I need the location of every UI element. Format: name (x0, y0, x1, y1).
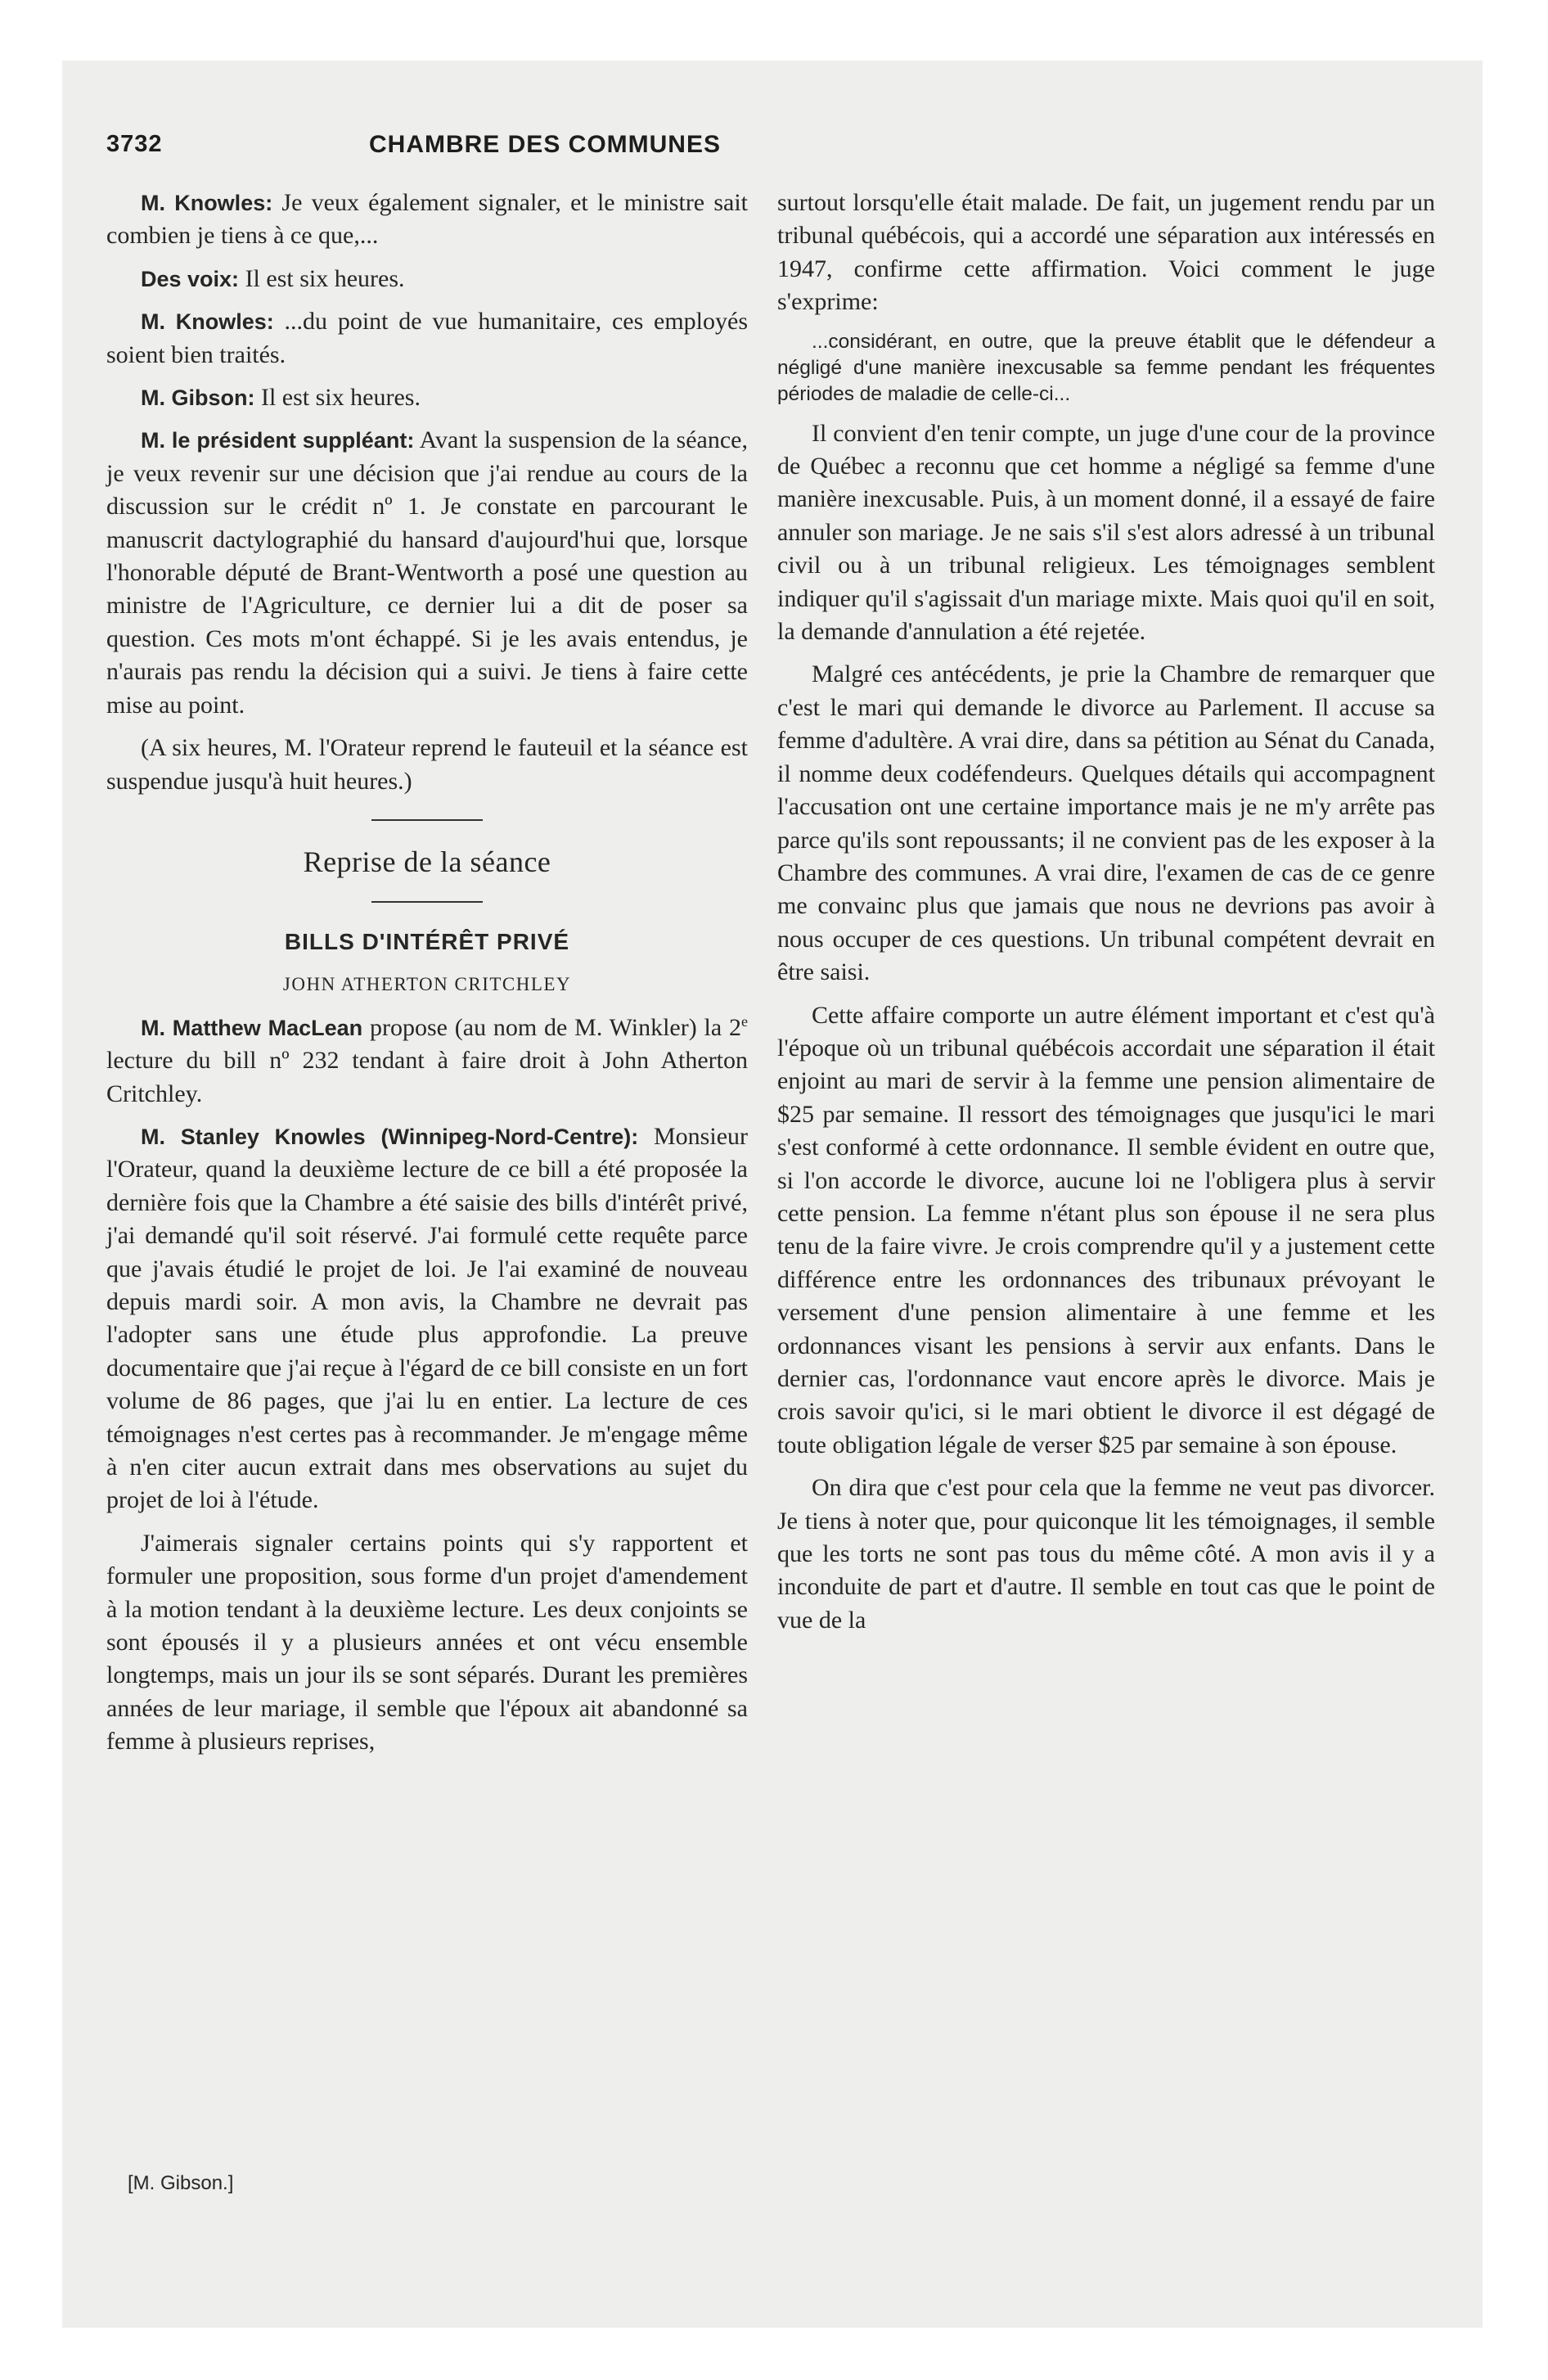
speech-text: Monsieur l'Orateur, quand la deuxième lecture de ce bill a été proposée la dernière fois que la Chambre a été saisie des bills d'intérêt privé, j'ai demandé qu'il soit réservé. J'ai formulé cette requête parce que j'avais étudié le projet de loi. Je l'ai examiné de nouveau depuis mardi soir. A mon avis, la Chambre ne devrait pas l'adopter sans une étude plus approfondie. La preuve documentaire que j'ai reçue à l'égard de ce bill consiste en un fort volume de 86 pages, que j'ai lu en entier. La lecture de ces témoignages n'est certes pas à recommander. Je m'engage même à n'en citer aucun extrait dans mes observations au sujet du projet de loi à l'étude. (106, 1122, 749, 1514)
speech-text: Il est six heures. (254, 384, 421, 412)
speaker-name: M. Knowles: (141, 191, 273, 215)
quotation: ...considérant, en outre, que la preuve établit que le défendeur a négligé d'une manière inexcusable sa femme pendant les fréquentes périodes de maladie de celle-ci... (777, 330, 1435, 405)
paragraph (106, 187, 748, 253)
left-column (106, 187, 748, 1769)
page-number: 3732 (106, 131, 163, 157)
section-heading: Reprise de la séance (303, 845, 551, 878)
page-header (106, 131, 983, 167)
right-column (777, 187, 1435, 1647)
speaker-name: M. Knowles: (141, 309, 274, 335)
paragraph (106, 305, 748, 372)
speech-text: lecture du bill nº 232 tendant à faire droit à John Atherton Critchley. (106, 1047, 748, 1107)
paragraph: J'aimerais signaler certains points qui s'y rapportent et formuler une proposition, sous forme d'un projet d'amendement à la motion tendant à la deuxième lecture. Les deux conjoints se sont épousés il y a plusieurs années et ont vécu ensemble longtemps, mais un jour ils se sont séparés. Durant les premières années de leur mariage, il semble que l'époux ait abandonné sa femme à plusieurs reprises, (106, 1529, 748, 1756)
superscript: e (740, 1012, 748, 1030)
speech-text: Il est six heures. (239, 264, 405, 292)
running-title: CHAMBRE DES COMMUNES (368, 131, 721, 158)
paragraph (106, 1012, 748, 1111)
speaker-name: Des voix: (141, 266, 240, 291)
footer-note: [M. Gibson.] (128, 2172, 234, 2194)
paragraph: surtout lorsqu'elle était malade. De fait, un jugement rendu par un tribunal québécois, qui a accordé une séparation aux intéressés en 1947, confirme cette affirmation. Voici comment le juge s'exprime: (777, 189, 1435, 316)
speech-text: propose (au nom de M. Winkler) la 2 (362, 1013, 741, 1041)
section-divider (371, 819, 483, 821)
paragraph: Malgré ces antécédents, je prie la Chambre de remarquer que c'est le mari qui demande le divorce au Parlement. Il accuse sa femme d'adultère. A vrai dire, dans sa pétition au Sénat du Canada, il nomme deux codéfendeurs. Quelques détails qui accompagnent l'accusation ont une certaine importance mais je ne m'y arrête pas parce qu'ils sont repoussants; il ne convient pas de les exposer à la Chambre des communes. A vrai dire, l'examen de cas de ce genre me convainc plus que jamais que nous ne devrions pas avoir à nous occuper de ces questions. Un tribunal compétent devrait en être saisi. (777, 660, 1435, 986)
subsection-heading: JOHN ATHERTON CRITCHLEY (282, 974, 572, 995)
paragraph: Cette affaire comporte un autre élément important et c'est qu'à l'époque où un tribunal québécois accordait une séparation il était enjoint au mari de servir à la femme une pension alimentaire de $25 par semaine. Il ressort des témoignages que jusqu'ici le mari s'est conformé à cette ordonnance. Il semble évident en outre que, si l'on accorde le divorce, aucune loi ne l'obligera plus à servir cette pension. La femme n'étant plus son épouse il ne sera plus tenu de la faire vivre. Je crois comprendre qu'il y a justement cette différence entre les ordonnances des tribunaux prévoyant le versement d'une pension alimentaire à une femme et les ordonnances visant les pensions à servir aux enfants. Dans le dernier cas, l'ordonnance vaut encore après le divorce. Mais je crois savoir qu'ici, si le mari obtient le divorce il est dégagé de toute obligation légale de verser $25 par semaine à son épouse. (777, 1001, 1435, 1458)
paragraph (106, 424, 748, 722)
paragraph: Il convient d'en tenir compte, un juge d'une cour de la province de Québec a reconnu que cet homme a négligé sa femme d'une manière inexcusable. Puis, à un moment donné, il a essayé de faire annuler son mariage. Je ne sais s'il s'est alors adressé à un tribunal civil ou à un tribunal religieux. Les témoignages semblent indiquer qu'il s'agissait d'un mariage mixte. Mais quoi qu'il en soit, la demande d'annulation a été rejetée. (777, 419, 1435, 646)
paragraph (106, 263, 748, 295)
paragraph: On dira que c'est pour cela que la femme ne veut pas divorcer. Je tiens à noter que, pour quiconque lit les témoignages, il semble que les torts ne sont pas tous du même côté. A mon avis il y a inconduite de part et d'autre. Il semble en tout cas que le point de vue de la (777, 1474, 1435, 1634)
stage-direction: (A six heures, M. l'Orateur reprend le fauteuil et la séance est suspendue jusqu'à huit heures.) (106, 734, 748, 795)
speech-text: ...du point de vue humanitaire, ces employés soient bien traités. (106, 308, 748, 368)
speech-text: Je veux également signaler, et le ministre sait combien je tiens à ce que,... (106, 189, 748, 250)
section-divider (371, 901, 483, 903)
paragraph (106, 1120, 748, 1517)
paragraph (106, 381, 748, 414)
speaker-name: M. Matthew MacLean (141, 1015, 363, 1040)
speaker-name: M. le président suppléant: (141, 428, 415, 453)
speaker-name: M. Gibson: (141, 385, 255, 411)
section-heading: BILLS D'INTÉRÊT PRIVÉ (284, 928, 570, 954)
speech-text: Avant la suspension de la séance, je veux revenir sur une décision que j'ai rendue au cours de la discussion sur le crédit nº 1. Je constate en parcourant le manuscrit dactylographié du hansard d'aujourd'hui que, lorsque l'honorable député de Brant-Wentworth a posé une question au ministre de l'Agriculture, ce dernier lui a dit de poser sa question. Ces mots m'ont échappé. Si je les avais entendus, je n'aurais pas rendu la décision qui a suivi. Je tiens à faire cette mise au point. (106, 426, 748, 719)
speaker-name: M. Stanley Knowles (Winnipeg-Nord-Centre): (141, 1124, 639, 1149)
